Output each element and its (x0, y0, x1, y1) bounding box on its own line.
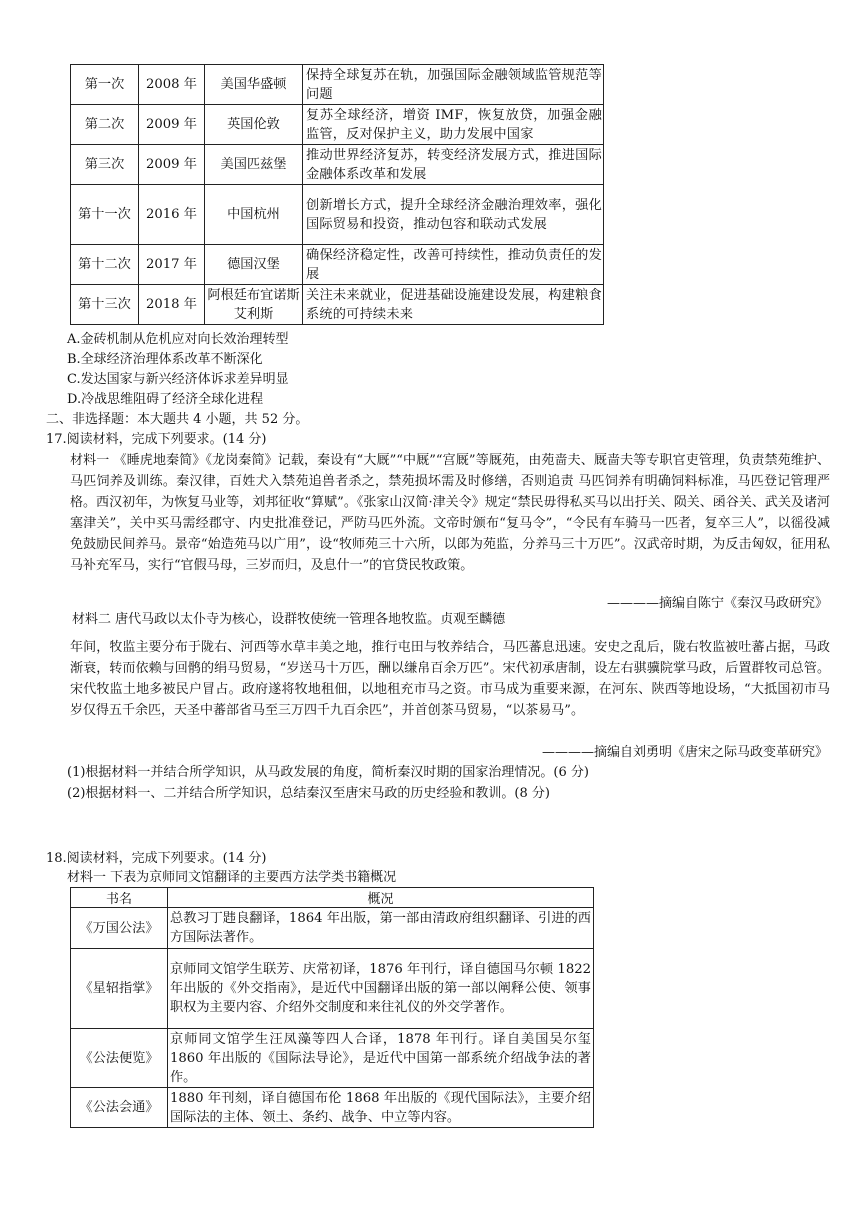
q17-material2-head: 材料二 唐代马政以太仆寺为核心，设群牧使统一管理各地牧监。贞观至麟德 (72, 612, 506, 627)
q17-source1: ————摘编自陈宁《秦汉马政研究》 (606, 596, 828, 611)
table-row (71, 908, 594, 949)
book-name: 《星轺指掌》 (71, 949, 168, 1029)
summit-year: 2017 年 (139, 245, 205, 285)
option-d: D.冷战思维阻碍了经济全球化进程 (67, 392, 264, 407)
summit-order: 第一次 (71, 65, 139, 105)
summit-theme: 创新增长方式，提升全球经济金融治理效率，强化国际贸易和投资，推动包容和联动式发展 (303, 185, 604, 245)
column-header-name: 书名 (71, 888, 168, 908)
summit-order: 第二次 (71, 105, 139, 145)
book-desc: 京师同文馆学生联芳、庆常初译，1876 年刊行，译自德国马尔顿 1822 年出版的《外交指南》，是近代中国翻译出版的第一部以阐释公使、领事职权为主要内容、介绍外交制度和来往礼仪的外交学著作。 (168, 949, 594, 1029)
column-header-desc: 概况 (168, 888, 594, 908)
table-row (71, 245, 604, 285)
section-heading: 二、非选择题：本大题共 4 小题，共 52 分。 (46, 412, 309, 427)
summit-theme: 保持全球复苏在轨，加强国际金融领域监管规范等问题 (303, 65, 604, 105)
table-row (71, 285, 604, 325)
summit-theme: 复苏全球经济，增资 IMF，恢复放贷，加强金融监管，反对保护主义，助力发展中国家 (303, 105, 604, 145)
book-desc: 总教习丁韪良翻译，1864 年出版，第一部由清政府组织翻译、引进的西方国际法著作。 (168, 908, 594, 949)
summit-place: 阿根廷布宜诺斯艾利斯 (205, 285, 303, 325)
summit-theme: 确保经济稳定性，改善可持续性，推动负责任的发展 (303, 245, 604, 285)
summit-year: 2009 年 (139, 105, 205, 145)
summit-place: 中国杭州 (205, 185, 303, 245)
q17-question-1: (1)根据材料一并结合所学知识，从马政发展的角度，简析秦汉时期的国家治理情况。(6 分) (67, 765, 589, 780)
table-header-row (71, 888, 594, 908)
book-name: 《公法会通》 (71, 1088, 168, 1128)
summit-theme: 推动世界经济复苏，转变经济发展方式，推进国际金融体系改革和发展 (303, 145, 604, 185)
table-row (71, 1088, 594, 1128)
summit-order: 第十三次 (71, 285, 139, 325)
summit-year: 2008 年 (139, 65, 205, 105)
q17-material2-body: 年间，牧监主要分布于陇右、河西等水草丰美之地，推行屯田与牧养结合，马匹蕃息迅速。安史之乱后，陇右牧监被吐蕃占据，马政渐衰，转而依赖与回鹘的绢马贸易，“岁送马十万匹，酬以缣帛百余万匹”。宋代初承唐制，设左右骐骥院掌马政，后置群牧司总管。宋代牧监土地多被民户冒占。政府遂将牧地租佃，以地租充市马之资。市马成为重要来源，在河东、陕西等地设场，“大抵国初市马岁仅得五千余匹，天圣中蕃部省马至三万四千九百余匹”，并首创茶马贸易，“以茶易马”。 (70, 640, 830, 718)
summit-order: 第十一次 (71, 185, 139, 245)
summit-place: 英国伦敦 (205, 105, 303, 145)
table-row (71, 185, 604, 245)
option-c: C.发达国家与新兴经济体诉求差异明显 (67, 372, 289, 387)
option-a: A.金砖机制从危机应对向长效治理转型 (67, 332, 289, 347)
summit-table (70, 64, 604, 325)
summit-place: 美国匹兹堡 (205, 145, 303, 185)
q17-title: 17.阅读材料，完成下列要求。(14 分) (46, 432, 267, 447)
summit-year: 2018 年 (139, 285, 205, 325)
summit-year: 2009 年 (139, 145, 205, 185)
table-row (71, 105, 604, 145)
summit-theme: 关注未来就业，促进基础设施建设发展，构建粮食系统的可持续未来 (303, 285, 604, 325)
summit-order: 第十二次 (71, 245, 139, 285)
q17-material1: 材料一 《睡虎地秦简》《龙岗秦简》记载，秦设有“大厩”“中厩”“宫厩”等厩苑，由苑啬夫、厩啬夫等专职官吏管理，负责禁苑维护、马匹饲养及训练。秦汉律，百姓犬入禁苑追兽者杀之，禁苑损坏需及时修缮，否则追责 马匹饲养有明确饲料标准，马匹登记管理严格。西汉初年，为恢复马业等，刘邦征收“算赋”。《张家山汉简·津关令》规定“禁民毋得私买马以出扜关、陨关、函谷关、武关及诸河塞津关”，关中买马需经郡守、内史批准登记，严防马匹外流。文帝时颁布“复马令”，“令民有车骑马一匹者，复卒三人”，以徭役减免鼓励民间养马。景帝“始造苑马以广用”，设“牧师苑三十六所，以郎为苑监，分养马三十万匹”。汉武帝时期，为反击匈奴，征用私马补充军马，实行“官假马母，三岁而归，及息什一”的官贷民牧政策。 (70, 453, 830, 573)
table-row (71, 145, 604, 185)
book-name: 《公法便览》 (71, 1029, 168, 1088)
summit-year: 2016 年 (139, 185, 205, 245)
summit-place: 美国华盛顿 (205, 65, 303, 105)
book-name: 《万国公法》 (71, 908, 168, 949)
q17-question-2: (2)根据材料一、二并结合所学知识，总结秦汉至唐宋马政的历史经验和教训。(8 分) (67, 786, 550, 801)
table-row (71, 65, 604, 105)
book-desc: 1880 年刊刻，译自德国布伦 1868 年出版的《现代国际法》，主要介绍国际法的主体、领土、条约、战争、中立等内容。 (168, 1088, 594, 1128)
summit-place: 德国汉堡 (205, 245, 303, 285)
book-desc: 京师同文馆学生汪凤藻等四人合译，1878 年刊行。译自美国吴尔玺 1860 年出版的《国际法导论》，是近代中国第一部系统介绍战争法的著作。 (168, 1029, 594, 1088)
q18-material1-head: 材料一 下表为京师同文馆翻译的主要西方法学类书籍概况 (67, 870, 397, 885)
q18-title: 18.阅读材料，完成下列要求。(14 分) (46, 851, 267, 866)
summit-order: 第三次 (71, 145, 139, 185)
books-table (70, 887, 594, 1128)
q17-source2: ————摘编自刘勇明《唐宋之际马政变革研究》 (541, 745, 828, 760)
option-b: B.全球经济治理体系改革不断深化 (67, 352, 263, 367)
table-row (71, 949, 594, 1029)
table-row (71, 1029, 594, 1088)
